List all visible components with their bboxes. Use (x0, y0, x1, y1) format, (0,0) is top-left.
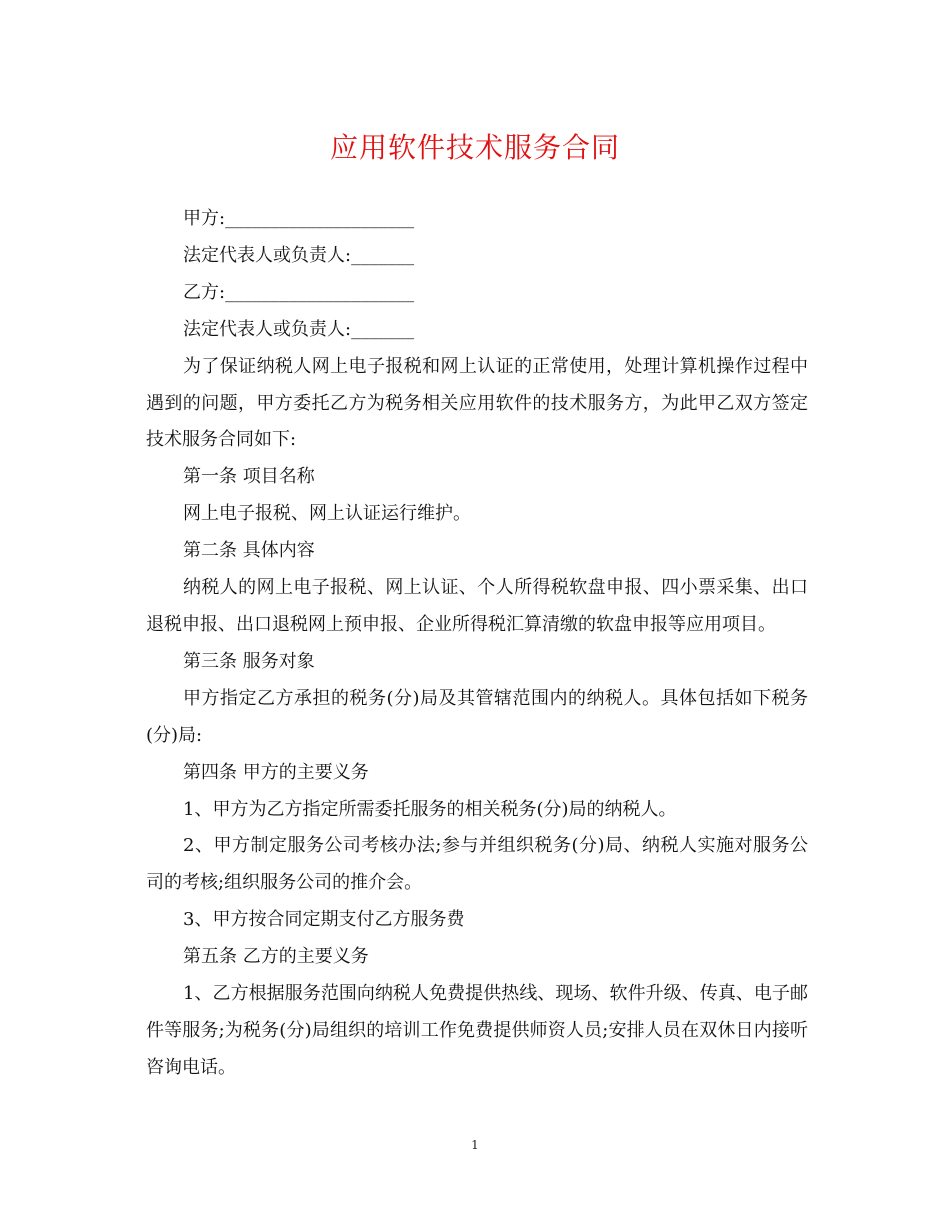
article-5-heading: 第五条 乙方的主要义务 (183, 946, 369, 968)
page-number: 1 (471, 1138, 479, 1152)
preamble-paragraph: 为了保证纳税人网上电子报税和网上认证的正常使用，处理计算机操作过程中遇到的问题，甲方委托乙方为税务相关应用软件的技术服务方，为此甲乙双方签定技术服务合同如下: (146, 355, 808, 451)
party-a-representative-line: 法定代表人或负责人:_______ (183, 244, 415, 266)
party-b-representative-line: 法定代表人或负责人:_______ (183, 318, 415, 340)
document-title: 应用软件技术服务合同 (329, 131, 620, 164)
article-5-item-1: 1、乙方根据服务范围向纳税人免费提供热线、现场、软件升级、传真、电子邮件等服务;为税务(分)局组织的培训工作免费提供师资人员;安排人员在双休日内接听咨询电话。 (146, 983, 808, 1078)
article-1-content: 网上电子报税、网上认证运行维护。 (183, 503, 471, 525)
party-a-line: 甲方:_____________________ (183, 208, 415, 229)
article-2-heading: 第二条 具体内容 (183, 540, 315, 562)
article-4-item-1: 1、甲方为乙方指定所需委托服务的相关税务(分)局的纳税人。 (183, 798, 677, 820)
article-1-heading: 第一条 项目名称 (183, 466, 315, 488)
article-4-heading: 第四条 甲方的主要义务 (183, 761, 369, 783)
article-4-item-2: 2、甲方制定服务公司考核办法;参与并组织税务(分)局、纳税人实施对服务公司的考核;组织服务公司的推介会。 (146, 835, 808, 894)
document-body (146, 201, 808, 1087)
article-2-content: 纳税人的网上电子报税、网上认证、个人所得税软盘申报、四小票采集、出口退税申报、出口退税网上预申报、企业所得税汇算清缴的软盘申报等应用项目。 (146, 577, 808, 635)
article-4-item-3: 3、甲方按合同定期支付乙方服务费 (183, 909, 465, 931)
article-3-content: 甲方指定乙方承担的税务(分)局及其管辖范围内的纳税人。具体包括如下税务(分)局: (146, 687, 808, 746)
article-3-heading: 第三条 服务对象 (183, 650, 315, 672)
party-b-line: 乙方:_____________________ (183, 281, 415, 303)
